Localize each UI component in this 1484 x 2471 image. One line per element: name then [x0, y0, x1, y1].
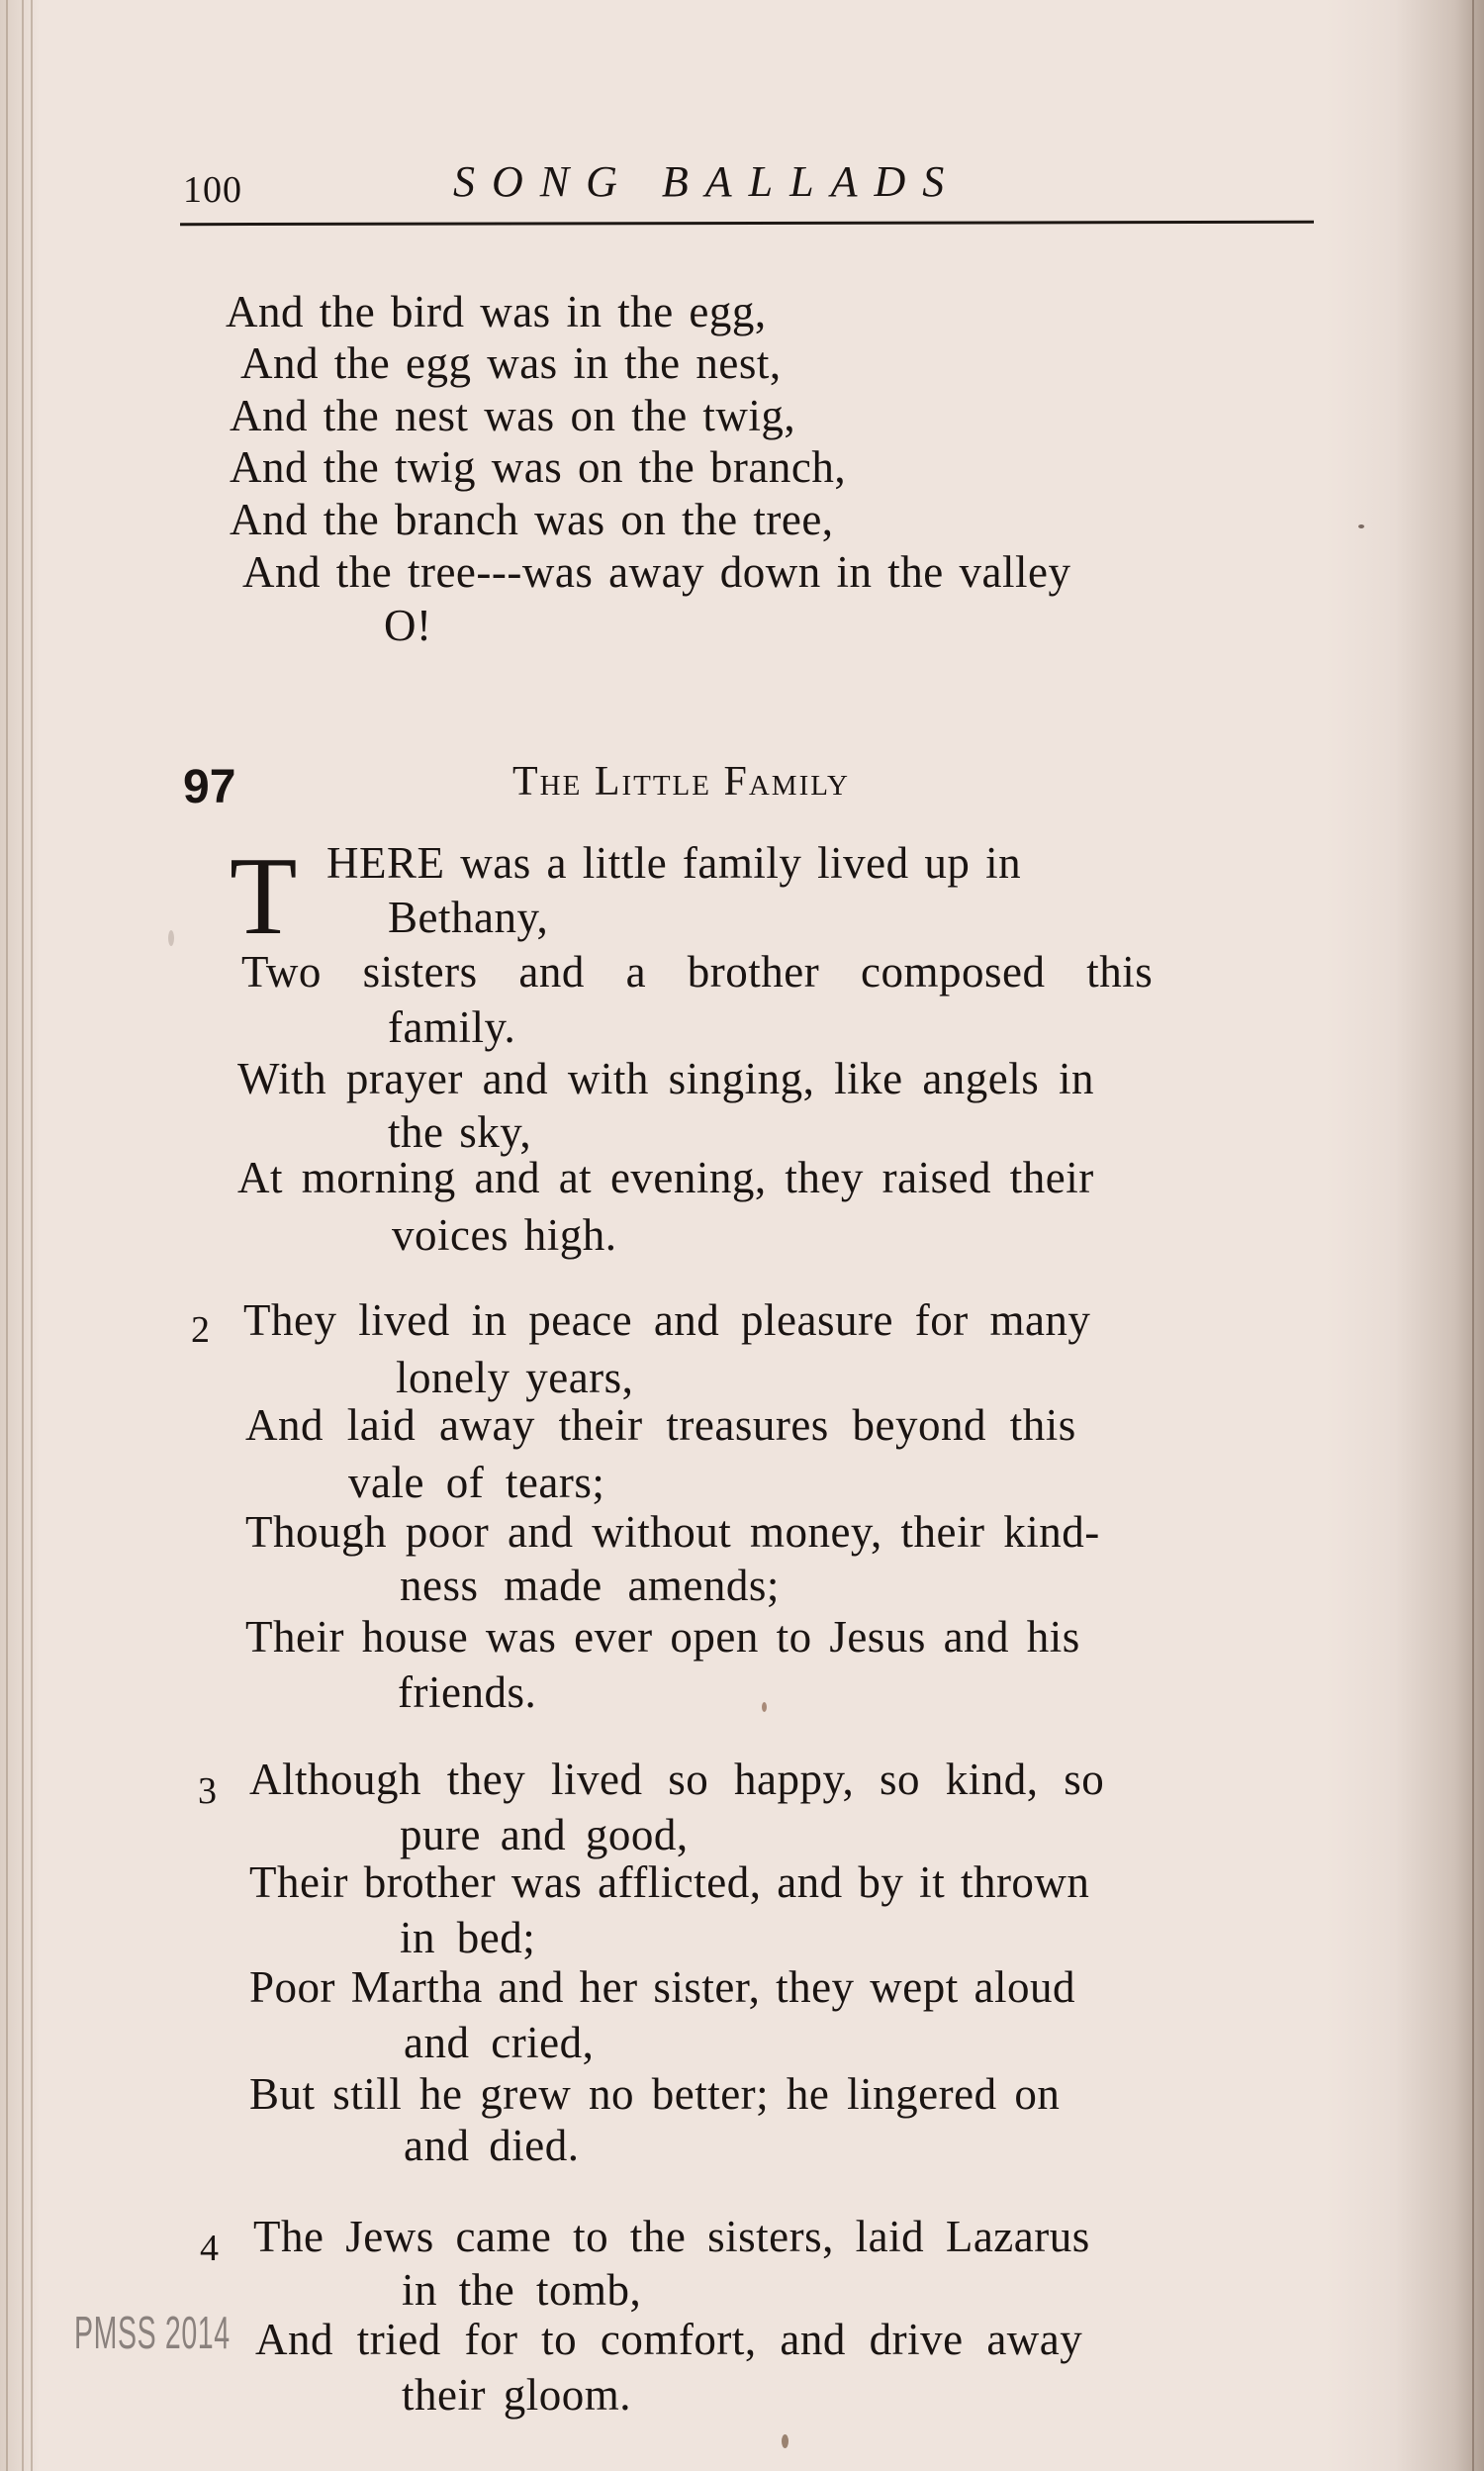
paper-fleck — [782, 2434, 788, 2448]
verse-line: Their brother was afflicted, and by it thrown — [249, 1857, 1090, 1907]
verse-line: O! — [384, 601, 432, 650]
paper-fleck — [168, 930, 174, 946]
song-number: 97 — [183, 761, 236, 813]
stanza-number: 3 — [198, 1770, 217, 1812]
verse-line: vale of tears; — [348, 1458, 605, 1507]
verse-line: Poor Martha and her sister, they wept aloud — [249, 1962, 1076, 2012]
verse-line: their gloom. — [402, 2370, 631, 2420]
verse-line: And the bird was in the egg, — [226, 287, 767, 336]
verse-line: friends. — [398, 1667, 537, 1717]
verse-line: The Jews came to the sisters, laid Lazarus — [253, 2212, 1090, 2261]
verse-line: Although they lived so happy, so kind, so — [249, 1755, 1105, 1804]
stanza-number: 4 — [200, 2228, 219, 2269]
verse-line: Two sisters and a brother composed this — [241, 947, 1154, 997]
paper-fleck — [1358, 524, 1364, 528]
verse-line: And tried for to comfort, and drive away — [255, 2315, 1083, 2364]
watermark: PMSS 2014 — [74, 2307, 231, 2358]
verse-line: And laid away their treasures beyond this — [245, 1400, 1076, 1450]
verse-line: the sky, — [388, 1107, 532, 1157]
verse-line: And the branch was on the tree, — [230, 495, 834, 544]
verse-line: and died. — [404, 2121, 580, 2170]
paper-fleck — [762, 1702, 767, 1712]
page-edge-left — [22, 0, 24, 2471]
verse-line: in the tomb, — [402, 2265, 642, 2315]
verse-line: pure and good, — [400, 1810, 689, 1859]
page-number: 100 — [183, 169, 242, 211]
verse-line: Though poor and without money, their kind- — [245, 1507, 1100, 1557]
verse-line: and cried, — [404, 2018, 595, 2067]
page-edge-right — [1472, 0, 1474, 2471]
verse-line: And the twig was on the branch, — [230, 442, 847, 492]
page-edge-left — [31, 0, 33, 2471]
page-edge-left — [6, 0, 8, 2471]
verse-line: voices high. — [392, 1210, 617, 1260]
verse-line: They lived in peace and pleasure for many — [243, 1295, 1091, 1345]
verse-line: Their house was ever open to Jesus and his — [245, 1612, 1080, 1662]
verse-line: in bed; — [400, 1913, 536, 1962]
verse-line: HERE was a little family lived up in — [326, 838, 1022, 888]
verse-line: With prayer and with singing, like angels in — [237, 1054, 1095, 1103]
verse-line: At morning and at evening, they raised their — [237, 1153, 1094, 1202]
song-title: The Little Family — [512, 759, 850, 805]
verse-line: lonely years, — [396, 1353, 634, 1402]
stanza-number: 2 — [191, 1309, 210, 1351]
verse-line: And the tree---was away down in the valley — [242, 547, 1071, 597]
verse-line: family. — [388, 1002, 516, 1052]
verse-line: Bethany, — [388, 893, 549, 942]
drop-cap: T — [230, 835, 298, 958]
verse-line: And the nest was on the twig, — [230, 391, 796, 440]
verse-line: But still he grew no better; he lingered on — [249, 2069, 1061, 2119]
verse-line: ness made amends; — [400, 1561, 780, 1610]
verse-line: And the egg was in the nest, — [240, 338, 782, 388]
running-title: SONG BALLADS — [453, 157, 962, 206]
